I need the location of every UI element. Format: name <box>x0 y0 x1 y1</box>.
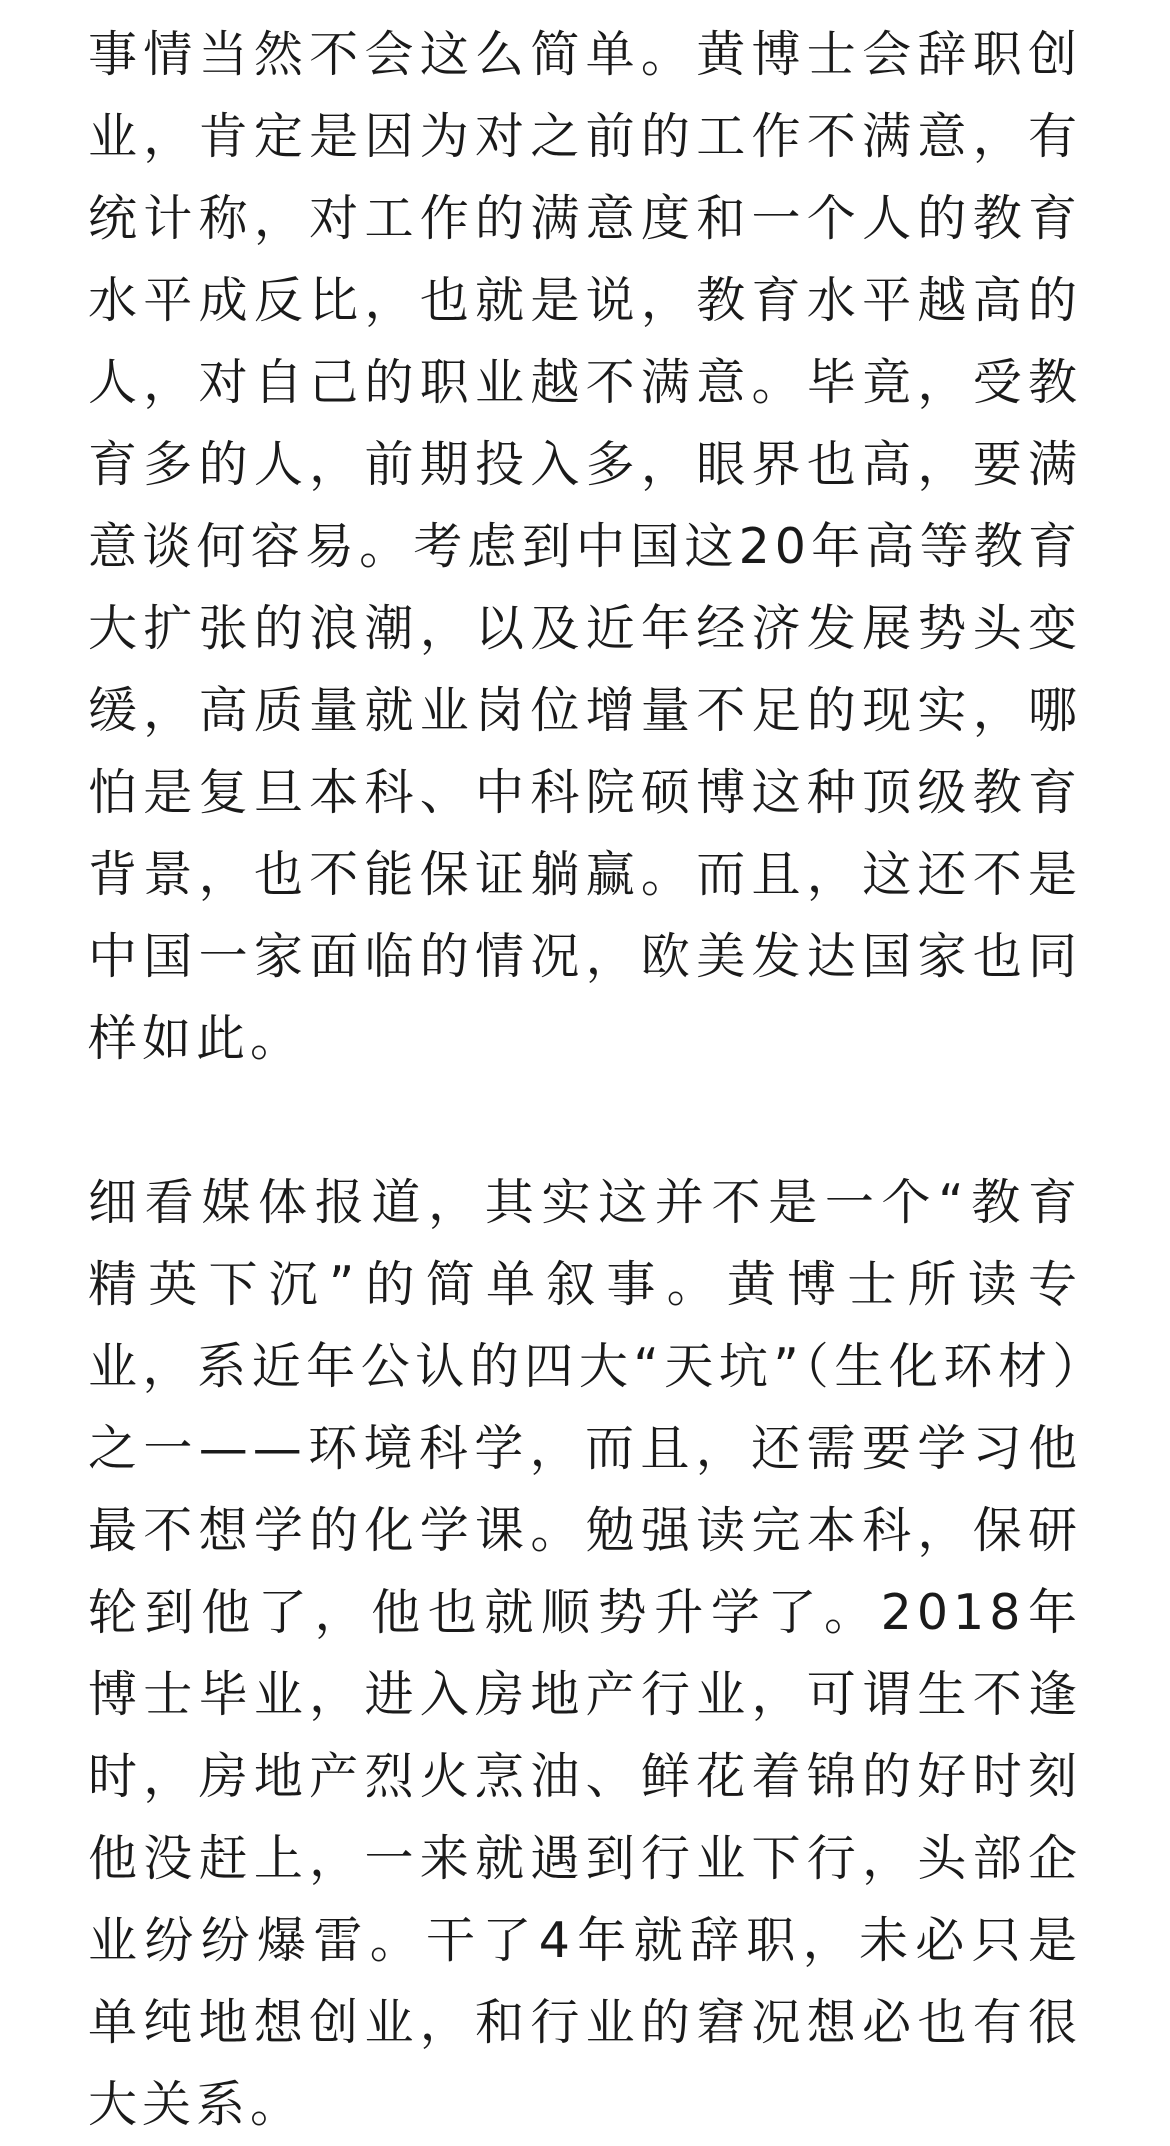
article-paragraph: 事情当然不会这么简单。黄博士会辞职创业，肯定是因为对之前的工作不满意，有统计称，对工作的满意度和一个人的教育水平成反比，也就是说，教育水平越高的人，对自己的职业越不满意。毕竟，受教育多的人，前期投入多，眼界也高，要满意谈何容易。考虑到中国这20年高等教育大扩张的浪潮，以及近年经济发展势头变缓，高质量就业岗位增量不足的现实，哪怕是复旦本科、中科院硕博这种顶级教育背景，也不能保证躺赢。而且，这还不是中国一家面临的情况，欧美发达国家也同样如此。 <box>88 26 1082 1067</box>
article-paragraph: 细看媒体报道，其实这并不是一个“教育精英下沉”的简单叙事。黄博士所读专业，系近年公认的四大“天坑”（生化环材）之一——环境科学，而且，还需要学习他最不想学的化学课。勉强读完本科，保研轮到他了，他也就顺势升学了。2018年博士毕业，进入房地产行业，可谓生不逢时，房地产烈火烹油、鲜花着锦的好时刻他没赶上，一来就遇到行业下行，头部企业纷纷爆雷。干了4年就辞职，未必只是单纯地想创业，和行业的窘况想必也有很大关系。 <box>88 1174 1082 2133</box>
